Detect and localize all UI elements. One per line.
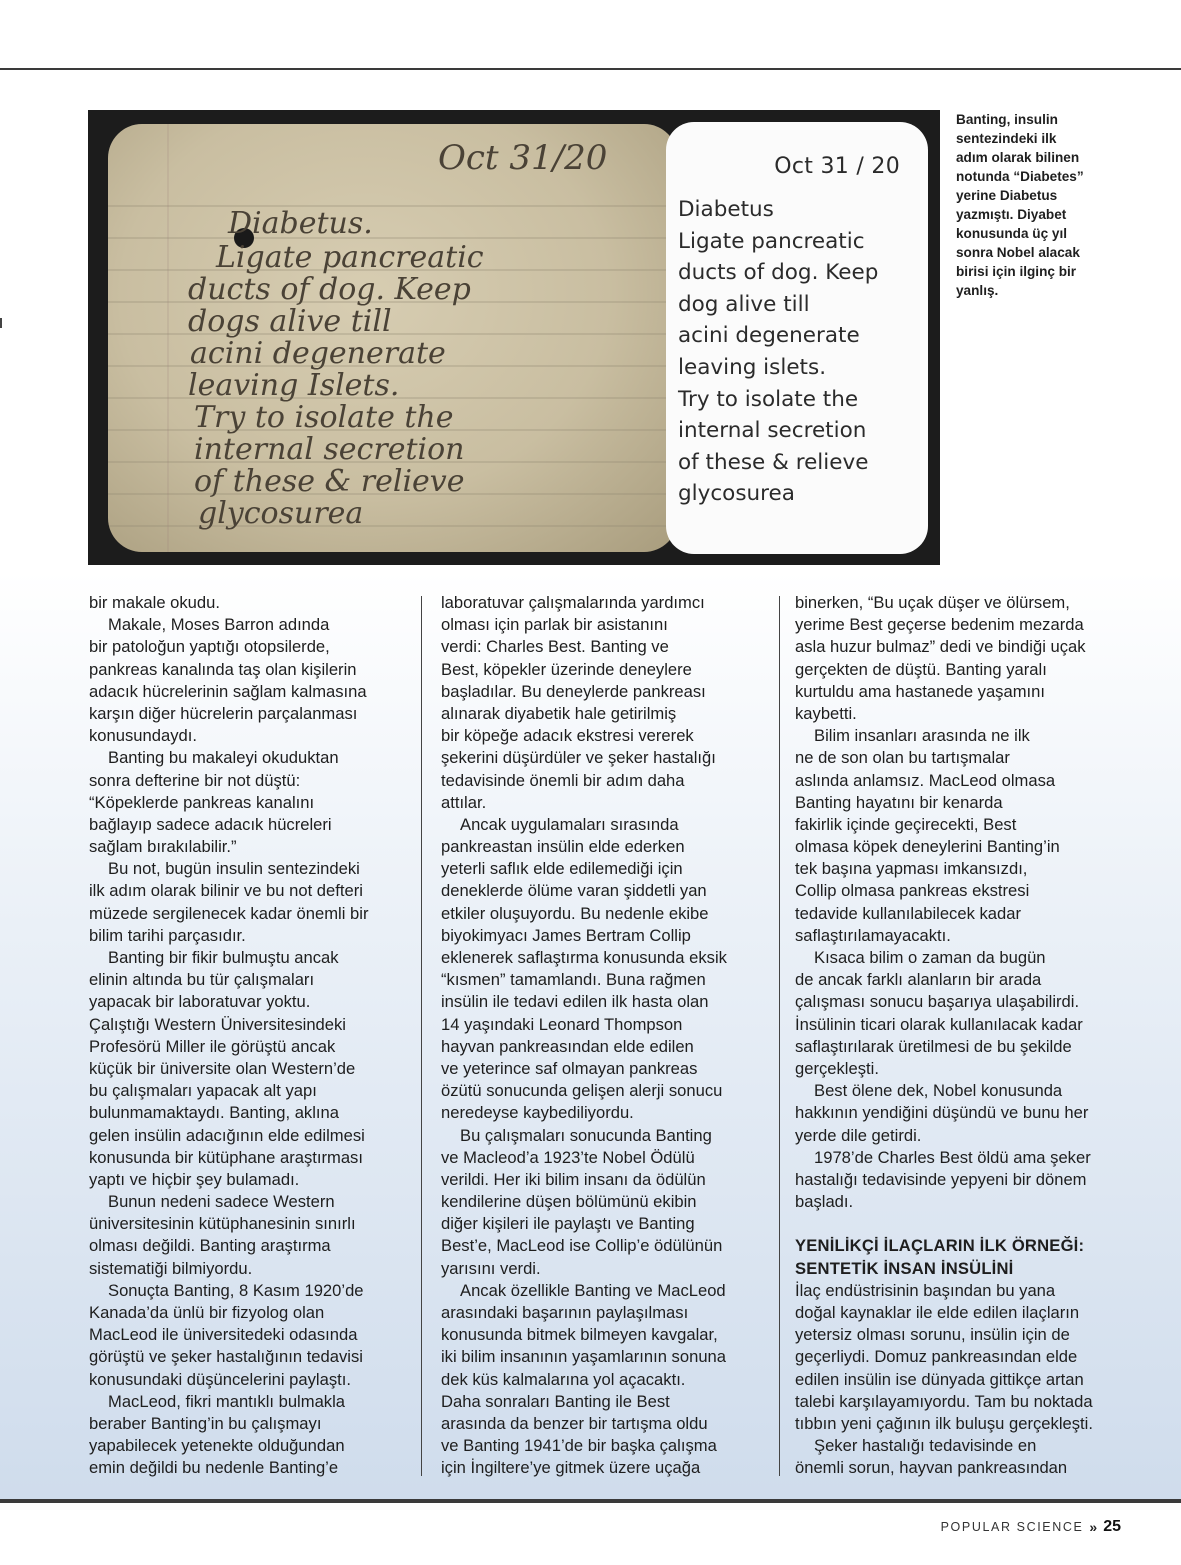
text-line: Bu not, bugün insulin sentezindeki (108, 859, 360, 879)
text-line: önemli sorun, hayvan pankreasından (795, 1458, 1068, 1478)
text-line: doğal kaynaklar ile elde edilen ilaçların (795, 1303, 1080, 1322)
text-line: ne de son olan bu tartışmalar (795, 748, 1010, 768)
text-line: görüştü ve şeker hastalığının tedavisi (89, 1347, 363, 1367)
text-line: tıbbın yeni çağının ilk buluşu gerçekleşti. (795, 1413, 1093, 1433)
caption-line: sonra Nobel alacak (956, 245, 1080, 260)
page-number: 25 (1103, 1518, 1121, 1535)
text-line: Sonuçta Banting, 8 Kasım 1920’de (108, 1280, 364, 1300)
text-line: aslında anlamsız. MacLeod olmasa (795, 770, 1056, 790)
transcript-line: ducts of dog. Keep (678, 260, 879, 286)
text-line: arasında da benzer bir tartışma oldu (441, 1413, 708, 1433)
text-line: Collip olmasa pankreas ekstresi (795, 881, 1030, 901)
text-line: ve Macleod’a 1923’te Nobel Ödülü (441, 1147, 695, 1167)
text-line: ve yeterince saf olmayan pankreas (441, 1058, 698, 1078)
text-line: İnsülinin ticari olarak kullanılacak kadar (795, 1014, 1083, 1034)
text-line: kaybetti. (795, 703, 857, 723)
margin-tick (0, 318, 2, 328)
text-line: yapacak bir laboratuvar yoktu. (89, 992, 311, 1012)
text-line: ilk adım olarak bilinir ve bu not defteri (89, 881, 363, 901)
text-line: bir köpeğe adacık ekstresi vererek (441, 726, 694, 746)
transcript-line: acini degenerate (678, 323, 860, 349)
text-line: İlaç endüstrisinin başından bu yana (795, 1280, 1056, 1300)
text-line: 1978’de Charles Best öldü ama şeker (814, 1147, 1091, 1167)
text-line: insülin ile tedavi edilen ilk hasta olan (441, 992, 709, 1012)
column-divider (779, 596, 780, 1476)
transcript-line: of these & relieve (678, 449, 869, 475)
text-line: beraber Banting’in bu çalışmayı (89, 1413, 322, 1433)
text-line: biyokimyacı James Bertram Collip (441, 925, 691, 945)
text-line: elinin altında bu tür çalışmaları (89, 970, 315, 990)
text-line: tedavisinde önemli bir adım daha (441, 770, 685, 790)
text-line: olmasa köpek deneylerini Banting’in (795, 837, 1060, 857)
text-line: hayvan pankreasından elde edilen (441, 1036, 694, 1056)
text-line: bu çalışmaları yapacak alt yapı (89, 1081, 317, 1101)
text-line: kendilerine düşen bölümünü ekibin (441, 1192, 697, 1212)
text-line: yetersiz olması sorunu, insülin için de (795, 1325, 1070, 1345)
text-line: alınarak diyabetik hale getirilmiş (441, 703, 677, 723)
text-line: konusundaydı. (89, 726, 197, 746)
text-line: üniversitesinin kütüphanesinin sınırlı (89, 1214, 356, 1234)
text-line: konusunda bitmek bilmeyen kavgalar, (441, 1325, 718, 1345)
caption-line: notunda “Diabetes” (956, 169, 1084, 184)
text-line: saflaştırılamayacaktı. (795, 925, 951, 945)
text-line: gelen insülin adacığının elde edilmesi (89, 1125, 365, 1145)
text-line: diğer kişileri ile paylaştı ve Banting (441, 1214, 695, 1234)
text-line: Banting bu makaleyi okuduktan (108, 748, 339, 768)
text-line: “Köpeklerde pankreas kanalını (89, 792, 315, 812)
text-line: gerçekleşti. (795, 1058, 879, 1078)
transcript-line: dog alive till (678, 291, 810, 317)
text-line: etkiler oluşuyordu. Bu nedenle ekibe (441, 903, 709, 923)
text-line: Profesörü Miller ile görüştü ancak (89, 1036, 336, 1056)
text-line: sağlam bırakılabilir.” (89, 837, 237, 857)
text-line: attılar. (441, 792, 487, 812)
transcript-line: Diabetus (678, 197, 774, 222)
text-line: başladı. (795, 1192, 854, 1212)
text-line: Best ölene dek, Nobel konusunda (814, 1081, 1063, 1101)
article-column-1 (89, 592, 407, 1480)
text-line: başladılar. Bu deneylerde pankreası (441, 681, 706, 701)
text-line: bağlayıp sadece adacık hücreleri (89, 814, 332, 834)
note-date: Oct 31/20 (438, 138, 608, 178)
note-line: acini degenerate (190, 336, 446, 371)
text-line: Daha sonraları Banting ile Best (441, 1391, 670, 1411)
text-line: Çalıştığı Western Üniversitesindeki (89, 1014, 346, 1034)
text-line: adacık hücrelerinin sağlam kalmasına (89, 681, 367, 701)
text-line: sistematiği bilmiyordu. (89, 1258, 253, 1278)
text-line: Kanada’da ünlü bir fizyolog olan (89, 1303, 325, 1322)
text-line: bir makale okudu. (89, 593, 220, 612)
text-line: Best, köpekler üzerinde deneylere (441, 659, 692, 679)
text-line: MacLeod, fikri mantıklı bulmakla (108, 1391, 346, 1411)
text-line: Bilim insanları arasında ne ilk (814, 726, 1030, 746)
chevron-right-icon: » (1089, 1519, 1098, 1535)
text-line: konusundaki düşüncelerini paylaştı. (89, 1369, 351, 1389)
text-line: bilim tarihi parçasıdır. (89, 925, 246, 945)
text-line: yapabilecek yetenekte olduğundan (89, 1436, 345, 1456)
notebook-figure (88, 110, 940, 565)
text-line: saflaştırılarak üretilmesi de bu şekilde (795, 1036, 1072, 1056)
note-line: ducts of dog. Keep (188, 272, 471, 307)
text-line: müzede sergilenecek kadar önemli bir (89, 903, 369, 923)
text-line: fakirlik içinde geçirecekti, Best (795, 814, 1017, 834)
text-line: MacLeod ile üniversitedeki odasında (89, 1325, 358, 1345)
text-line: yerde dile getirdi. (795, 1125, 922, 1145)
top-rule (0, 68, 1181, 70)
note-line: Try to isolate the (194, 400, 454, 435)
caption-line: birisi için ilginç bir (956, 264, 1077, 279)
caption-line: yanlış. (956, 283, 999, 298)
transcript-line: leaving islets. (678, 354, 827, 380)
transcript-date: Oct 31 / 20 (774, 154, 900, 179)
note-line: internal secretion (194, 432, 465, 467)
text-line: çalışması sonucu başarıya ulaşabilirdi. (795, 992, 1080, 1012)
text-line: laboratuvar çalışmalarında yardımcı (441, 593, 705, 612)
text-line: geçerliydi. Domuz pankreasından elde (795, 1347, 1078, 1367)
text-line: binerken, “Bu uçak düşer ve ölürsem, (795, 593, 1070, 612)
text-line: hakkının yendiğini düşündü ve bunu her (795, 1103, 1089, 1123)
caption-line: yazmıştı. Diyabet (956, 207, 1067, 222)
text-line: ve Banting 1941’de bir başka çalışma (441, 1436, 717, 1456)
text-line: deneklerde ölüme varan şiddetli yan (441, 881, 707, 901)
caption-line: adım olarak bilinen (956, 150, 1080, 165)
text-line: iki bilim insanının yaşamlarının sonuna (441, 1347, 727, 1367)
text-line: 14 yaşındaki Leonard Thompson (441, 1014, 683, 1034)
text-line: Makale, Moses Barron adında (108, 615, 330, 635)
handwritten-note-photo (108, 124, 678, 552)
text-line: kurtuldu ama hastanede yaşamını (795, 681, 1045, 701)
note-line: glycosurea (198, 496, 364, 531)
text-line: tek başına yapması imkansızdı, (795, 859, 1028, 879)
text-line: hastalığı tedavisinde yepyeni bir dönem (795, 1169, 1087, 1189)
transcript-body (678, 194, 878, 510)
text-line: neredeyse kaybediliyordu. (441, 1103, 634, 1123)
text-line: Bu çalışmaları sonucunda Banting (460, 1125, 712, 1145)
page-footer (941, 1518, 1121, 1536)
text-line: Ancak uygulamaları sırasında (460, 814, 679, 834)
text-line: bulunmamaktaydı. Banting, aklına (89, 1103, 339, 1123)
text-line: talebi karşılayamıyordu. Tam bu noktada (795, 1391, 1093, 1411)
caption-line: sentezindeki ilk (956, 131, 1057, 146)
text-line: edilen insülin ise dünyada gittikçe artan (795, 1369, 1084, 1389)
transcript-line: glycosurea (678, 481, 795, 507)
article-column-2 (441, 592, 763, 1480)
text-line: verildi. Her iki bilim insanı da ödülün (441, 1169, 706, 1189)
text-line: yarısını verdi. (441, 1258, 541, 1278)
note-transcript (666, 122, 928, 554)
text-line: karşın diğer hücrelerin parçalanması (89, 703, 358, 723)
note-line: Diabetus. (228, 206, 373, 241)
note-line: leaving Islets. (188, 368, 400, 403)
magazine-name: POPULAR SCIENCE (940, 1520, 1084, 1534)
text-line: küçük bir üniversite olan Western’de (89, 1058, 356, 1078)
transcript-line: internal secretion (678, 418, 867, 444)
text-line: Ancak özellikle Banting ve MacLeod (460, 1280, 726, 1300)
text-line: tedavide kullanılabilecek kadar (795, 903, 1022, 923)
caption-line: yerine Diabetus (956, 188, 1058, 203)
note-line: Ligate pancreatic (216, 240, 484, 275)
section-heading: YENİLİKÇİ İLAÇLARIN İLK ÖRNEĞİ: (795, 1236, 1085, 1256)
caption-line: Banting, insulin (956, 112, 1058, 127)
text-line: gerçekten de düştü. Banting yaralı (795, 659, 1047, 679)
text-line: Kısaca bilim o zaman da bugün (814, 948, 1046, 967)
text-line: Bunun nedeni sadece Western (108, 1192, 335, 1212)
text-line: konusunda bir kütüphane araştırması (89, 1147, 363, 1167)
text-line: şekerini düşürdüler ve şeker hastalığı (441, 748, 716, 768)
text-line: eklenerek saflaştırma konusunda eksik (441, 948, 727, 967)
text-line: Şeker hastalığı tedavisinde en (814, 1436, 1037, 1456)
text-line: dek küs kalmalarına yol açacaktı. (441, 1369, 686, 1389)
text-line: bir patoloğun yaptığı otopsilerde, (89, 637, 330, 657)
text-line: özütü sonucunda gelişen alerji sonucu (441, 1081, 723, 1101)
transcript-line: Ligate pancreatic (678, 228, 865, 254)
text-line: yerime Best geçerse bedenim mezarda (795, 615, 1084, 635)
text-line: Banting hayatını bir kenarda (795, 792, 1003, 812)
text-line: Best’e, MacLeod ise Collip’e ödülünün (441, 1236, 723, 1256)
text-line: için İngiltere’ye gitmek üzere uçağa (441, 1458, 701, 1478)
caption-line: konusunda üç yıl (956, 226, 1068, 241)
text-line: emin değildi bu nedenle Banting’e (89, 1458, 339, 1478)
bottom-rule (0, 1499, 1181, 1503)
figure-caption (956, 110, 1136, 300)
text-line: pankreastan insülin elde ederken (441, 837, 685, 857)
column-divider (421, 596, 422, 1476)
section-heading: SENTETİK İNSAN İNSÜLİNİ (795, 1258, 1014, 1278)
text-line: verdi: Charles Best. Banting ve (441, 637, 669, 657)
text-line: olması için parlak bir asistanını (441, 615, 668, 635)
text-line: asla huzur bulmaz” dedi ve bindiği uçak (795, 637, 1086, 657)
transcript-line: Try to isolate the (678, 386, 859, 412)
text-line: sonra defterine bir not düştü: (89, 770, 301, 790)
text-line: arasındaki başarının paylaşılması (441, 1303, 689, 1322)
note-line: of these & relieve (194, 464, 465, 499)
text-line: yeterli saflık elde edilemediği için (441, 859, 683, 879)
text-line: olması değildi. Banting araştırma (89, 1236, 331, 1256)
text-line: “kısmen” tamamlandı. Buna rağmen (441, 970, 706, 990)
text-line: yaptı ve hiçbir şey bulamadı. (89, 1169, 300, 1189)
spacer (795, 1213, 1125, 1235)
note-line: dogs alive till (188, 304, 392, 339)
text-line: Banting bir fikir bulmuştu ancak (108, 948, 339, 967)
article-column-3 (795, 592, 1125, 1480)
text-line: de ancak farklı alanların bir arada (795, 970, 1042, 990)
text-line: pankreas kanalında taş olan kişilerin (89, 659, 357, 679)
